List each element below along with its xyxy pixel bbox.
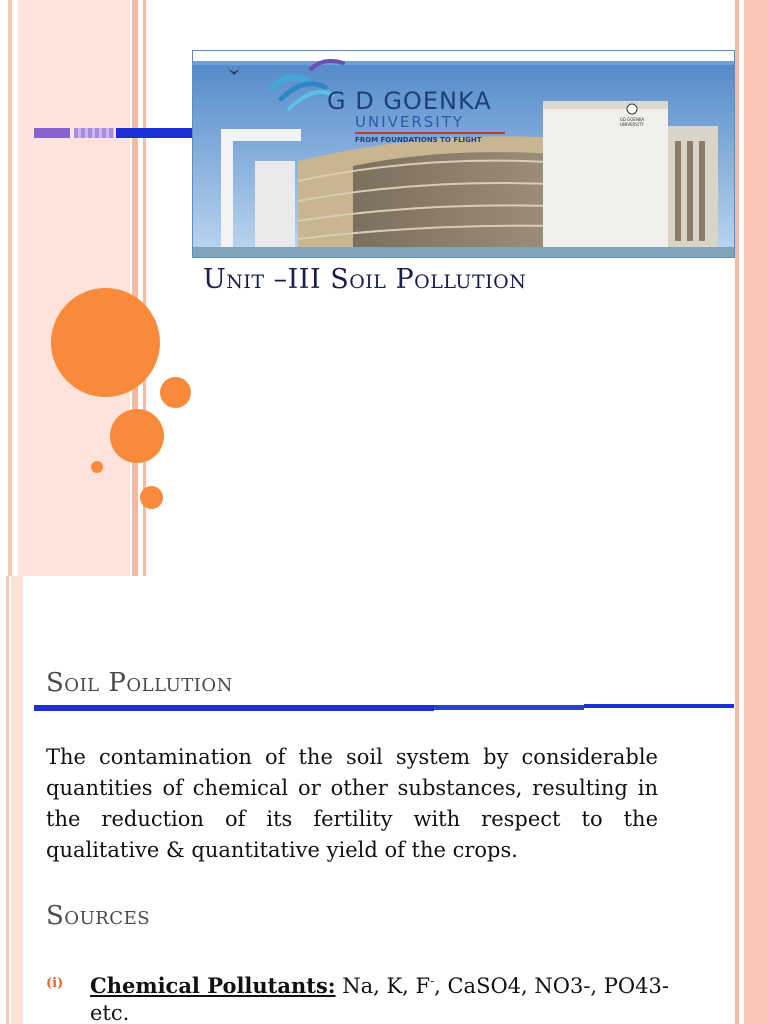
logo-subtitle: UNIVERSITY <box>355 113 465 131</box>
list-item-text <box>90 968 700 1024</box>
campus-building-image <box>193 51 734 257</box>
lavender-bar <box>74 128 114 138</box>
circle-large <box>51 288 160 397</box>
slide-title-text: Unit –III Soil Pollution <box>203 264 527 295</box>
right-stripe-a <box>735 576 739 1024</box>
purple-bar <box>34 128 70 138</box>
left-stripe-outer <box>8 0 12 576</box>
logo-tagline: FROM FOUNDATIONS TO FLIGHT <box>355 136 482 144</box>
logo-name: G D GOENKA <box>327 87 492 115</box>
left-stripe-band <box>11 576 23 1024</box>
blue-bar <box>116 128 192 138</box>
list-item-superscript: - <box>430 974 435 988</box>
circle-small-bottom <box>140 486 163 509</box>
list-number: (i) <box>46 976 64 991</box>
section-title: Soil Pollution <box>46 668 233 698</box>
sources-heading: Sources <box>46 901 151 931</box>
circle-medium <box>110 409 164 463</box>
university-banner <box>192 50 735 258</box>
slide-soil-pollution <box>0 576 768 1024</box>
title-rule <box>34 704 734 714</box>
definition-paragraph: The contamination of the soil system by considerable quantities of chemical or other substances, resulting in the reduction of its fertility with respect to the qualitative & quantitative yield of the crops. <box>46 745 658 862</box>
circle-small-right <box>160 377 191 408</box>
right-stripe-a <box>735 0 739 576</box>
right-stripe-b <box>744 0 768 576</box>
left-stripe-outer <box>6 576 9 1024</box>
list-item-body-rest: , CaSO4, NO3-, PO43- etc. <box>90 974 669 1024</box>
list-item-body: Na, K, F <box>335 974 431 998</box>
building-sign: GD GOENKA UNIVERSITY <box>619 117 645 127</box>
circle-tiny <box>91 461 103 473</box>
right-stripe-b <box>744 576 768 1024</box>
list-item-label: Chemical Pollutants: <box>90 973 336 998</box>
left-stripe-inner <box>132 0 138 576</box>
